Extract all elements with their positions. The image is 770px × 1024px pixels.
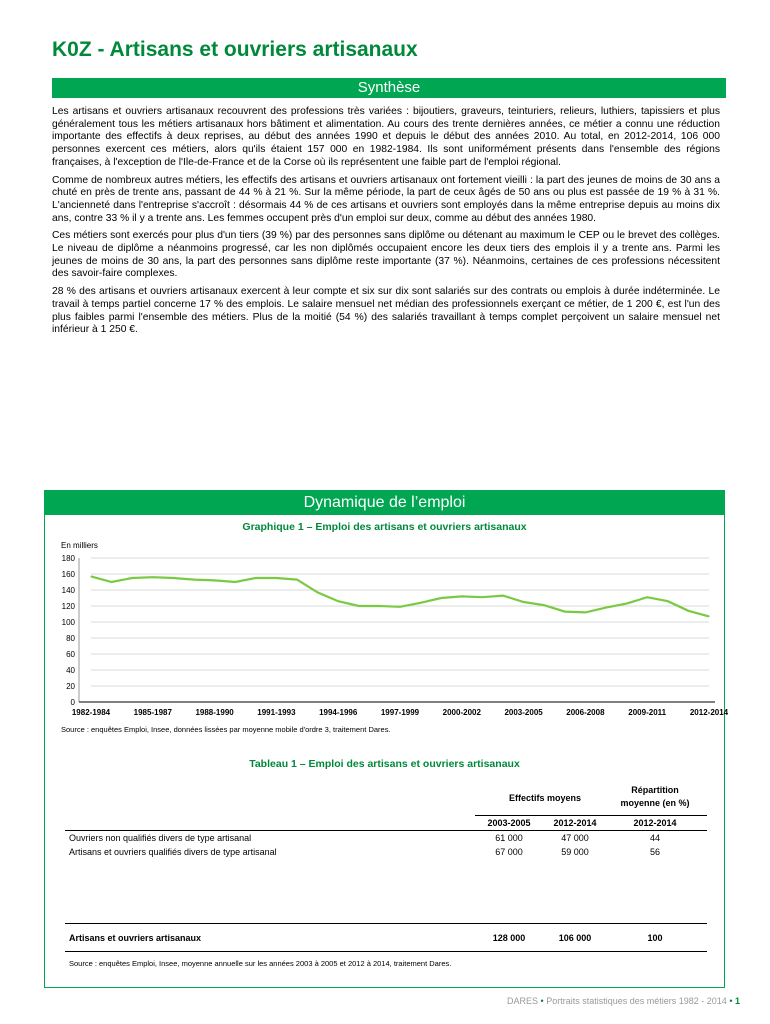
sub-header: 2012-2014 [633, 818, 677, 828]
synthese-text [52, 106, 720, 342]
employment-line-chart [45, 491, 729, 741]
sub-header: 2003-2005 [487, 818, 531, 828]
x-tick-label: 1985-1987 [133, 708, 172, 717]
paragraph: 28 % des artisans et ouvriers artisanaux exercent à leur compte et six sur dix sont salariés sur des contrats ou emplois à durée indéterminée. Le travail à temps partiel concerne 17 % des emplois. Le salaire mensuel net médian des professionnels exerçant ce métier, de 1 200 €, est l'un des plus faibles parmi l'ensemble des métiers. Plus de la moitié (54 %) des salariés travaillant à temps complet perçoivent un salaire mensuel net inférieur à 1 250 €. [52, 286, 720, 336]
y-tick-label: 80 [66, 634, 75, 643]
data-point [276, 577, 277, 578]
data-point [399, 606, 400, 607]
table-cell: 44 [649, 833, 660, 843]
y-tick-label: 180 [61, 554, 75, 563]
data-point [544, 605, 545, 606]
data-point [523, 601, 524, 602]
page-title: K0Z - Artisans et ouvriers artisanaux [52, 38, 418, 61]
table-total-label: Artisans et ouvriers artisanaux [69, 933, 202, 943]
data-point [420, 602, 421, 603]
table-cell: 67 000 [495, 847, 523, 857]
y-tick-label: 60 [66, 650, 75, 659]
x-tick-label: 1988-1990 [195, 708, 234, 717]
y-tick-label: 20 [66, 682, 75, 691]
y-tick-label: 160 [61, 570, 75, 579]
table-cell: 56 [649, 847, 660, 857]
table-total-cell: 106 000 [558, 933, 592, 943]
data-point [585, 612, 586, 613]
chart-title: Graphique 1 – Emploi des artisans et ouvriers artisanaux [242, 521, 527, 533]
table-total-cell: 100 [647, 933, 663, 943]
x-tick-label: 1994-1996 [319, 708, 358, 717]
data-point [502, 595, 503, 596]
data-point [564, 611, 565, 612]
data-point [626, 603, 627, 604]
footer [507, 996, 740, 1006]
table-cell: 47 000 [561, 833, 589, 843]
data-point [338, 601, 339, 602]
paragraph: Comme de nombreux autres métiers, les effectifs des artisans et ouvriers artisanaux ont fortement vieilli : la part des jeunes de moins de 30 ans a chuté en près de trente ans, passant de 44 % à 21 %. Sur la même période, la part de ceux âgés de 50 ans ou plus est passée de 19 % à 31 %. L'ancienneté dans l'entreprise s'accroît : désormais 44 % de ces artisans et ouvriers sont employés dans la même entreprise depuis au moins dix ans, contre 33 % il y a trente ans. Les femmes occupent près d'un emploi sur deux, comme au début des années 1980. [52, 174, 720, 224]
table-cell: 61 000 [495, 833, 523, 843]
footer-publisher: DARES [507, 996, 539, 1006]
data-point [647, 597, 648, 598]
data-point [132, 577, 133, 578]
y-tick-label: 0 [70, 698, 75, 707]
footer-bullet: • [729, 996, 733, 1006]
y-tick-label: 120 [61, 602, 75, 611]
y-tick-label: 100 [61, 618, 75, 627]
dynamique-box [44, 490, 729, 988]
chart-unit-label: En milliers [61, 541, 98, 550]
footer-bullet: • [540, 996, 544, 1006]
data-point [379, 605, 380, 606]
x-tick-label: 1991-1993 [257, 708, 296, 717]
data-point [173, 577, 174, 578]
data-point [667, 601, 668, 602]
footer-publication: Portraits statistiques des métiers 1982 - 2014 [546, 996, 727, 1006]
table-rule [65, 951, 707, 952]
x-tick-label: 1982-1984 [71, 708, 111, 717]
x-tick-label: 2000-2002 [442, 708, 481, 717]
table-rule [65, 923, 707, 924]
paragraph: Ces métiers sont exercés pour plus d'un tiers (39 %) par des personnes sans diplôme ou détenant au maximum le CEP ou le brevet des collèges. Le niveau de diplôme a néanmoins progressé, car les non diplômés occupaient encore les deux tiers des emplois il y a trente ans. Parmi les jeunes de moins de 30 ans, la part des personnes sans diplôme reste importante (37 %). Néanmoins, certaines de ces professions nécessitent des savoir-faire complexes. [52, 230, 720, 280]
sub-header: 2012-2014 [553, 818, 597, 828]
x-tick-label: 1997-1999 [380, 708, 420, 717]
table-title: Tableau 1 – Emploi des artisans et ouvriers artisanaux [249, 758, 520, 770]
table-row-label: Ouvriers non qualifiés divers de type artisanal [69, 833, 252, 843]
data-point [193, 579, 194, 580]
dynamique-heading: Dynamique de l’emploi [45, 491, 724, 515]
synthese-heading: Synthèse [52, 78, 726, 98]
data-point [255, 577, 256, 578]
paragraph: Les artisans et ouvriers artisanaux recouvrent des professions très variées : bijoutiers, graveurs, teinturiers, relieurs, luthiers, tapissiers et plus généralement tous les métiers artisanaux hors bâtiment et alimentation. Au cours des trente dernières années, ce métier a connu une réduction importante des effectifs à deux reprises, au début des années 1990 et depuis le début des années 2010. Au total, en 2012-2014, 106 000 personnes exercent ces métiers, alors qu'ils étaient 157 000 en 1982-1984. Ils sont uniformément présents dans l'ensemble des régions françaises, à l'exception de l'Ile-de-France et de la Corse où ils représentent une faible part de l'emploi régional. [52, 106, 720, 168]
col-header-repartition-1: Répartition [631, 785, 679, 795]
data-point [688, 610, 689, 611]
y-tick-label: 40 [66, 666, 75, 675]
data-point [296, 579, 297, 580]
data-point [461, 596, 462, 597]
page-number: 1 [734, 996, 740, 1006]
table-total-cell: 128 000 [492, 933, 526, 943]
x-tick-label: 2003-2005 [504, 708, 543, 717]
table-cell: 59 000 [561, 847, 589, 857]
data-point [358, 605, 359, 606]
data-point [90, 576, 91, 577]
y-tick-label: 140 [61, 586, 75, 595]
table-source: Source : enquêtes Emploi, Insee, moyenne annuelle sur les années 2003 à 2005 et 2012 à 2014, traitement Dares. [69, 959, 452, 968]
x-tick-label: 2009-2011 [628, 708, 667, 717]
data-point [214, 580, 215, 581]
table-header-rule [475, 815, 707, 816]
data-point [441, 597, 442, 598]
series-line [91, 576, 709, 616]
data-point [482, 597, 483, 598]
col-header-effectifs: Effectifs moyens [508, 793, 582, 803]
col-header-repartition-2: moyenne (en %) [620, 798, 690, 808]
data-point [605, 607, 606, 608]
table-rule [65, 830, 707, 831]
table-row-label: Artisans et ouvriers qualifiés divers de type artisanal [69, 847, 277, 857]
x-tick-label: 2006-2008 [566, 708, 605, 717]
data-point [708, 616, 709, 617]
data-point [152, 577, 153, 578]
x-tick-label: 2012-2014 [689, 708, 729, 717]
data-point [111, 581, 112, 582]
data-point [235, 581, 236, 582]
data-point [317, 592, 318, 593]
chart-source: Source : enquêtes Emploi, Insee, données lissées par moyenne mobile d'ordre 3, traitement Dares. [61, 725, 391, 734]
